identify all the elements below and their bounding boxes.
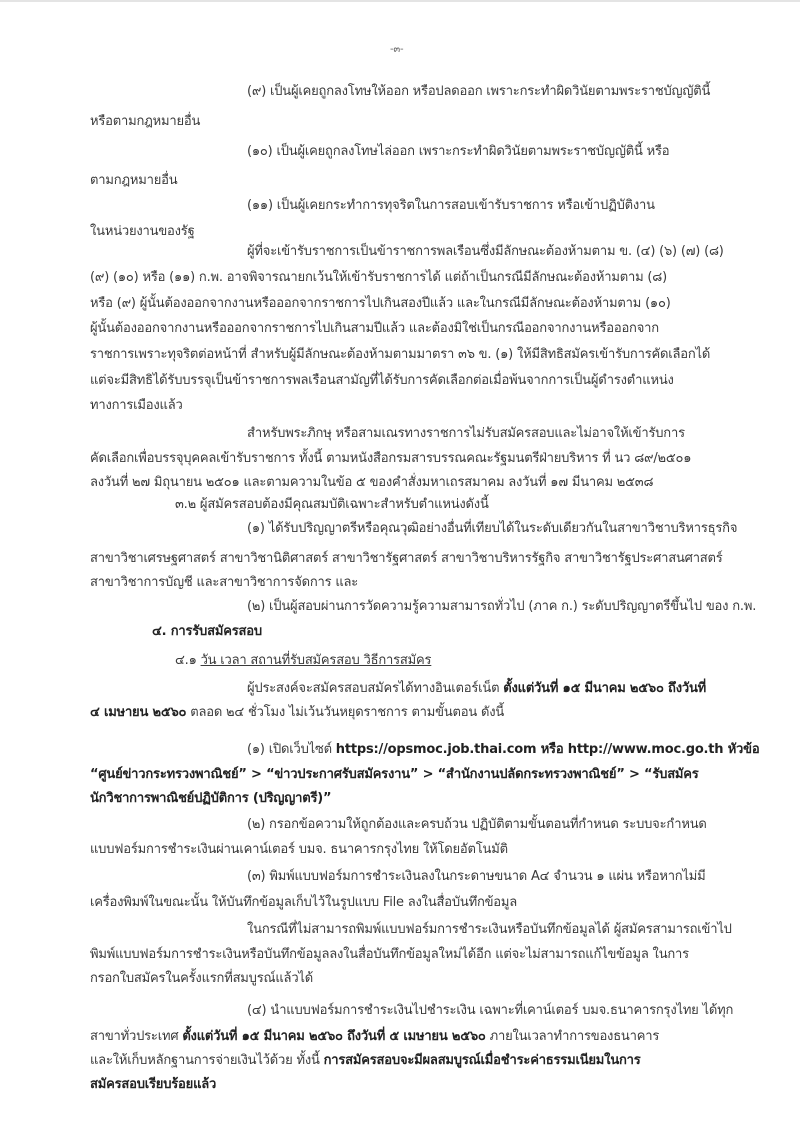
application-period-line bbox=[247, 681, 706, 697]
application-end-date: ๔ เมษายน ๒๕๖๐ bbox=[90, 705, 187, 720]
step-4-cont bbox=[90, 1029, 659, 1045]
completion-note-cont: สมัครสอบเรียบร้อยแล้ว bbox=[90, 1077, 217, 1092]
section-4-1-title: วัน เวลา สถานที่รับสมัครสอบ วิธีการสมัคร bbox=[200, 653, 432, 668]
website-links[interactable]: https://opsmoc.job.thai.com หรือ http://www.moc.go.th หัวข้อ bbox=[335, 742, 760, 757]
application-start-date: ตั้งแต่วันที่ ๑๕ มีนาคม ๒๕๖๐ ถึงวันที่ bbox=[503, 681, 707, 696]
monk-paragraph-line: ลงวันที่ ๒๗ มิถุนายน ๒๕๐๑ และตามความในข้อ ๕ ของคำสั่งมหาเถรสมาคม ลงวันที่ ๑๗ มีนาคม ๒๕๓๘ bbox=[90, 475, 654, 490]
exemption-paragraph-line: ทางการเมืองแล้ว bbox=[90, 398, 183, 413]
qualification-1-cont: สาขาวิชาเศรษฐศาสตร์ สาขาวิชานิติศาสตร์ สาขาวิชารัฐศาสตร์ สาขาวิชาบริหารรัฐกิจ สาขาวิชารัฐประศาสนศาสตร์ bbox=[90, 551, 723, 566]
clause-9: (๙) เป็นผู้เคยถูกลงโทษให้ออก หรือปลดออก เพราะกระทำผิดวินัยตามพระราชบัญญัตินี้ bbox=[247, 84, 711, 99]
step-1-menu-path: “ศูนย์ข่าวกระทรวงพาณิชย์” > “ข่าวประกาศรับสมัครงาน” > “สำนักงานปลัดกระทรวงพาณิชย์” > “รับสมัคร bbox=[90, 767, 699, 782]
step-3: (๓) พิมพ์แบบฟอร์มการชำระเงินลงในกระดาษขนาด A๔ จำนวน ๑ แผ่น หรือหากไม่มี bbox=[247, 869, 706, 884]
qualification-1: (๑) ได้รับปริญญาตรีหรือคุณวุฒิอย่างอื่นที่เทียบได้ในระดับเดียวกันในสาขาวิชาบริหารธุรกิจ bbox=[247, 521, 738, 536]
clause-11: (๑๑) เป็นผู้เคยกระทำการทุจริตในการสอบเข้ารับราชการ หรือเข้าปฏิบัติงาน bbox=[247, 198, 655, 213]
completion-note: การสมัครสอบจะมีผลสมบูรณ์เมื่อชำระค่าธรรมเนียมในการ bbox=[323, 1053, 641, 1068]
monk-paragraph-line: คัดเลือกเพื่อบรรจุบุคคลเข้ารับราชการ ทั้งนี้ ตามหนังสือกรมสารบรรณคณะรัฐมนตรีฝ่ายบริหาร ที่ นว ๘๙/๒๕๐๑ bbox=[90, 451, 692, 466]
application-intro: ผู้ประสงค์จะสมัครสอบสมัครได้ทางอินเตอร์เน็ต bbox=[247, 681, 504, 696]
exemption-paragraph-line: หรือ (๙) ผู้นั้นต้องออกจากงานหรือออกจากราชการไปเกินสองปีแล้ว และในกรณีมีลักษณะต้องห้ามตาม (๑๐) bbox=[90, 296, 671, 311]
step-2-cont: แบบฟอร์มการชำระเงินผ่านเคาน์เตอร์ บมจ. ธนาคารกรุงไทย ให้โดยอัตโนมัติ bbox=[90, 842, 508, 857]
section-3-2-heading: ๓.๒ ผู้สมัครสอบต้องมีคุณสมบัติเฉพาะสำหรับตำแหน่งดังนี้ bbox=[175, 497, 489, 512]
exemption-paragraph-line: ผู้นั้นต้องออกจากงานหรือออกจากราชการไปเกินสามปีแล้ว และต้องมิใช่เป็นกรณีออกจากงานหรือออกจาก bbox=[90, 321, 659, 336]
section-4-1-heading bbox=[175, 653, 431, 669]
step-4-text: ภายในเวลาทำการของธนาคาร bbox=[485, 1029, 660, 1044]
step-1 bbox=[247, 742, 759, 758]
step-3-cont: เครื่องพิมพ์ในขณะนั้น ให้บันทึกข้อมูลเก็บไว้ในรูปแบบ File ลงในสื่อบันทึกข้อมูล bbox=[90, 895, 518, 910]
step-4-text: และให้เก็บหลักฐานการจ่ายเงินไว้ด้วย ทั้งนี้ bbox=[90, 1053, 324, 1068]
clause-11-cont: ในหน่วยงานของรัฐ bbox=[90, 224, 195, 239]
section-4-1-number: ๔.๑ bbox=[175, 653, 201, 668]
qualification-2: (๒) เป็นผู้สอบผ่านการวัดความรู้ความสามารถทั่วไป (ภาค ก.) ระดับปริญญาตรีขึ้นไป ของ ก.พ. bbox=[247, 599, 757, 614]
exemption-paragraph-line: (๙) (๑๐) หรือ (๑๑) ก.พ. อาจพิจารณายกเว้นให้เข้ารับราชการได้ แต่ถ้าเป็นกรณีมีลักษณะต้องห้ามตาม (๘) bbox=[90, 270, 667, 285]
step-3-note: กรอกใบสมัครในครั้งแรกที่สมบูรณ์แล้วได้ bbox=[90, 971, 314, 986]
qualification-1-cont: สาขาวิชาการบัญชี และสาขาวิชาการจัดการ และ bbox=[90, 575, 359, 590]
monk-paragraph-line: สำหรับพระภิกษุ หรือสามเณรทางราชการไม่รับสมัครสอบและไม่อาจให้เข้ารับการ bbox=[247, 426, 685, 441]
step-4-text: สาขาทั่วประเทศ bbox=[90, 1029, 183, 1044]
section-4-heading: ๔. การรับสมัครสอบ bbox=[152, 624, 262, 639]
clause-9-cont: หรือตามกฎหมายอื่น bbox=[90, 114, 201, 129]
step-3-note: ในกรณีที่ไม่สามารถพิมพ์แบบฟอร์มการชำระเงินหรือบันทึกข้อมูลได้ ผู้สมัครสามารถเข้าไป bbox=[247, 922, 732, 937]
application-period-line bbox=[90, 705, 504, 721]
exemption-paragraph-line: แต่จะมีสิทธิได้รับบรรจุเป็นข้าราชการพลเรือนสามัญที่ได้รับการคัดเลือกต่อเมื่อพ้นจากการเป็นผู้ดำรงตำแหน่ง bbox=[90, 373, 674, 388]
step-1-menu-path: นักวิชาการพาณิชย์ปฏิบัติการ (ปริญญาตรี)” bbox=[90, 791, 332, 806]
page-number: -๓- bbox=[390, 44, 404, 55]
payment-period: ตั้งแต่วันที่ ๑๕ มีนาคม ๒๕๖๐ ถึงวันที่ ๕ เมษายน ๒๕๖๐ bbox=[182, 1029, 486, 1044]
clause-10-cont: ตามกฎหมายอื่น bbox=[90, 173, 178, 188]
exemption-paragraph-line: ผู้ที่จะเข้ารับราชการเป็นข้าราชการพลเรือนซึ่งมีลักษณะต้องห้ามตาม ข. (๔) (๖) (๗) (๘) bbox=[247, 244, 724, 259]
step-4: (๔) นำแบบฟอร์มการชำระเงินไปชำระเงิน เฉพาะที่เคาน์เตอร์ บมจ.ธนาคารกรุงไทย ได้ทุก bbox=[247, 1003, 734, 1018]
step-1-label: (๑) เปิดเว็บไซต์ bbox=[247, 742, 336, 757]
clause-10: (๑๐) เป็นผู้เคยถูกลงโทษไล่ออก เพราะกระทำผิดวินัยตามพระราชบัญญัตินี้ หรือ bbox=[247, 144, 670, 159]
exemption-paragraph-line: ราชการเพราะทุจริตต่อหน้าที่ สำหรับผู้มีลักษณะต้องห้ามตามมาตรา ๓๖ ข. (๑) ให้มีสิทธิสมัครเข้ารับการคัดเลือกได้ bbox=[90, 347, 711, 362]
application-hours: ตลอด ๒๔ ชั่วโมง ไม่เว้นวันหยุดราชการ ตามขั้นตอน ดังนี้ bbox=[186, 705, 505, 720]
step-2: (๒) กรอกข้อความให้ถูกต้องและครบถ้วน ปฏิบัติตามขั้นตอนที่กำหนด ระบบจะกำหนด bbox=[247, 817, 707, 832]
step-4-cont bbox=[90, 1053, 641, 1069]
step-3-note: พิมพ์แบบฟอร์มการชำระเงินหรือบันทึกข้อมูลลงในสื่อบันทึกข้อมูลใหม่ได้อีก แต่จะไม่สามารถแก้ไขข้อมูล ในการ bbox=[90, 947, 689, 962]
